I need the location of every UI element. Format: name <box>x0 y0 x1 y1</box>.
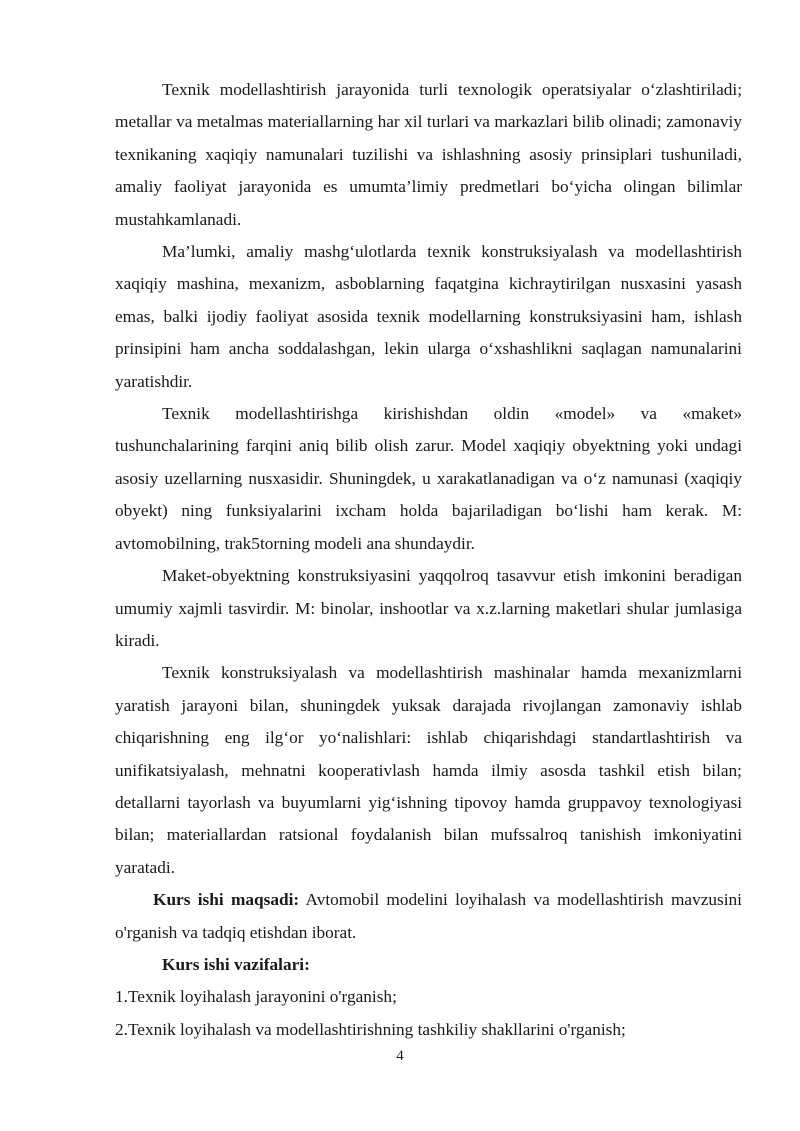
paragraph-2: Ma’lumki, amaliy mashg‘ulotlarda texnik konstruksiyalash va modellashtirish xaqiqiy mashina, mexanizm, asboblarning faqatgina kichraytirilgan nusxasini yasash emas, balki ijodiy faoliyat asosida texnik modellarning konstruksiyasini ham, ishlash prinsipini ham ancha soddalashgan, lekin ularga o‘xshashlikni saqlagan namunalarini yaratishdir. <box>115 242 742 391</box>
paragraph-1: Texnik modellashtirish jarayonida turli texnologik operatsiyalar o‘zlashtiriladi; metallar va metalmas materiallarning har xil turlari va markazlari bilib olinadi; zamonaviy texnikaning xaqiqiy namunalari tuzilishi va ishlashning asosiy prinsiplari tushuniladi, amaliy faoliyat jarayonida es umumta’limiy predmetlari bo‘yicha olingan bilimlar mustahkamlanadi. <box>115 80 742 229</box>
paragraph-4: Maket-obyektning konstruksiyasini yaqqolroq tasavvur etish imkonini beradigan umumiy xajmli tasvirdir. M: binolar, inshootlar va x.z.larning maketlari shular jumlasiga kiradi. <box>115 566 742 650</box>
page-number: 4 <box>396 1048 404 1064</box>
paragraph-3: Texnik modellashtirishga kirishishdan oldin «model» va «maket» tushunchalarining farqini aniq bilib olish zarur. Model xaqiqiy obyektning yoki undagi asosiy uzellarning nusxasidir. Shuningdek, u xarakatlanadigan va o‘z namunasi (xaqiqiy obyekt) ning funksiyalarini ixcham holda bajariladigan bo‘lishi ham kerak. M: avtomobilning, trak5torning modeli ana shundaydir. <box>115 404 742 553</box>
task-item-2: 2.Texnik loyihalash va modellashtirishning tashkiliy shakllarini o'rganish; <box>115 1019 626 1039</box>
goal-paragraph <box>115 884 742 949</box>
paragraph-5: Texnik konstruksiyalash va modellashtirish mashinalar hamda mexanizmlarni yaratish jarayoni bilan, shuningdek yuksak darajada rivojlangan zamonaviy ishlab chiqarishning eng ilg‘or yo‘nalishlari: ishlab chiqarishdagi standartlashtirish va unifikatsiyalash, mehnatni kooperativlash hamda ilmiy asosda tashkil etish bilan; detallarni tayorlash va buyumlarni yig‘ishning tipovoy hamda gruppavoy texnologiyasi bilan; materiallardan ratsional foydalanish bilan mufssalroq tanishish imkoniyatini yaratadi. <box>115 663 742 877</box>
tasks-heading: Kurs ishi vazifalari: <box>162 954 310 974</box>
task-item-1: 1.Texnik loyihalash jarayonini o'rganish; <box>115 987 397 1007</box>
goal-text: Avtomobil modelini loyihalash va modellashtirish mavzusini o'rganish va tadqiq etishdan iborat. <box>115 890 742 942</box>
goal-label: Kurs ishi maqsadi: <box>153 890 300 910</box>
document-body <box>115 74 742 1046</box>
